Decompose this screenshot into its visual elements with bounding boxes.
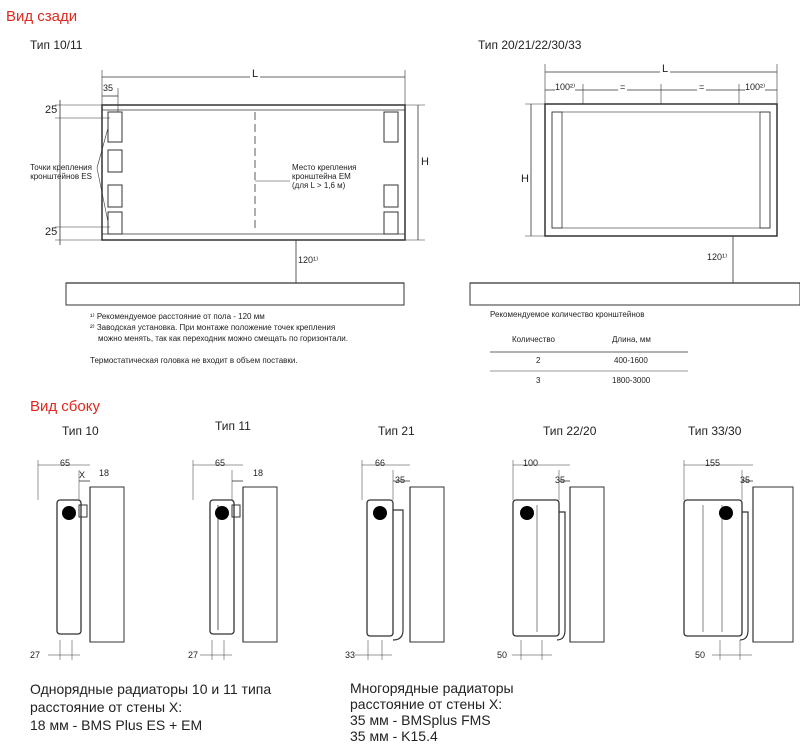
side-type11-d1: 65 <box>215 458 226 468</box>
dim-120-left: 120¹⁾ <box>298 255 319 265</box>
side-view-type21 <box>355 460 444 660</box>
side-type21-bottom: 33 <box>345 650 356 660</box>
side-type21-title: Тип 21 <box>378 424 415 438</box>
side-type11-title: Тип 11 <box>215 419 251 433</box>
dim-l-right: L <box>662 63 669 75</box>
side-view-type11 <box>193 460 277 660</box>
dim-h-left: H <box>421 156 429 168</box>
table-header-qty: Количество <box>512 335 555 344</box>
side-type21-d1: 66 <box>375 458 386 468</box>
multi-row-caption: Многорядные радиаторы расстояние от стены X: 35 мм - BMSplus FMS 35 мм - K15.4 <box>350 680 514 744</box>
side-type33-d2: 35 <box>740 475 751 485</box>
dim-120-right: 120¹⁾ <box>707 252 728 262</box>
side-type10-d1: 65 <box>60 458 71 468</box>
side-view-type10 <box>38 460 124 660</box>
rear-right-drawing <box>470 64 800 305</box>
side-type33-title: Тип 33/30 <box>688 424 742 438</box>
side-type33-d1: 155 <box>705 458 721 468</box>
table-header-length: Длина, мм <box>612 335 651 344</box>
table-cell: 1800-3000 <box>612 376 651 385</box>
dim-100-left: 100²⁾ <box>555 82 576 92</box>
floor-hatch-right <box>470 283 800 305</box>
side-view-type33 <box>684 460 793 660</box>
table-cell: 3 <box>536 376 541 385</box>
rear-left-drawing <box>55 70 425 305</box>
side-type33-bottom: 50 <box>695 650 706 660</box>
side-view-heading: Вид сбоку <box>30 398 100 415</box>
radiator-rear-type22 <box>545 104 777 236</box>
dim-100-right: 100²⁾ <box>745 82 766 92</box>
footnotes: ¹⁾ Рекомендуемое расстояние от пола - 120 мм ²⁾ Заводская установка. При монтаже положение точек крепления можно менять, так как переходник можно смещать по горизонтали. Термостатическая головка не входит в объем поставки. <box>90 312 348 365</box>
type-10-11-title: Тип 10/11 <box>30 38 83 52</box>
dim-25-top: 25 <box>45 104 58 116</box>
dim-eq-2: = <box>699 82 705 92</box>
side-type10-bottom: 27 <box>30 650 41 660</box>
table-cell: 2 <box>536 356 541 365</box>
table-cell: 400-1600 <box>614 356 648 365</box>
floor-hatch-left <box>66 283 404 305</box>
side-type10-x: X <box>79 470 86 480</box>
side-type11-d2: 18 <box>253 468 264 478</box>
single-row-caption: Однорядные радиаторы 10 и 11 типа расстояние от стены X: 18 мм - BMS Plus ES + EM <box>30 681 272 733</box>
dim-35: 35 <box>103 83 114 93</box>
em-label: Место крепления кронштейна EM (для L > 1,6 м) <box>292 163 357 190</box>
es-label: Точки крепления кронштейнов ES <box>30 163 92 181</box>
side-type10-title: Тип 10 <box>62 424 99 438</box>
side-type10-d2: 18 <box>99 468 110 478</box>
side-type22-bottom: 50 <box>497 650 508 660</box>
side-type21-d2: 35 <box>395 475 406 485</box>
table-caption: Рекомендуемое количество кронштейнов <box>490 310 645 319</box>
dim-l-left: L <box>252 68 259 80</box>
side-type11-bottom: 27 <box>188 650 199 660</box>
type-20-33-title: Тип 20/21/22/30/33 <box>478 38 582 52</box>
rear-view-heading: Вид сзади <box>6 8 78 25</box>
dim-25-bottom: 25 <box>45 226 58 238</box>
dim-h-right: H <box>521 173 529 185</box>
side-type22-d1: 100 <box>523 458 539 468</box>
side-view-type22 <box>512 460 604 660</box>
side-type22-d2: 35 <box>555 475 566 485</box>
side-type22-title: Тип 22/20 <box>543 424 597 438</box>
dim-eq-1: = <box>620 82 626 92</box>
radiator-rear-type10 <box>102 105 405 240</box>
brackets-table-lines <box>490 352 688 371</box>
